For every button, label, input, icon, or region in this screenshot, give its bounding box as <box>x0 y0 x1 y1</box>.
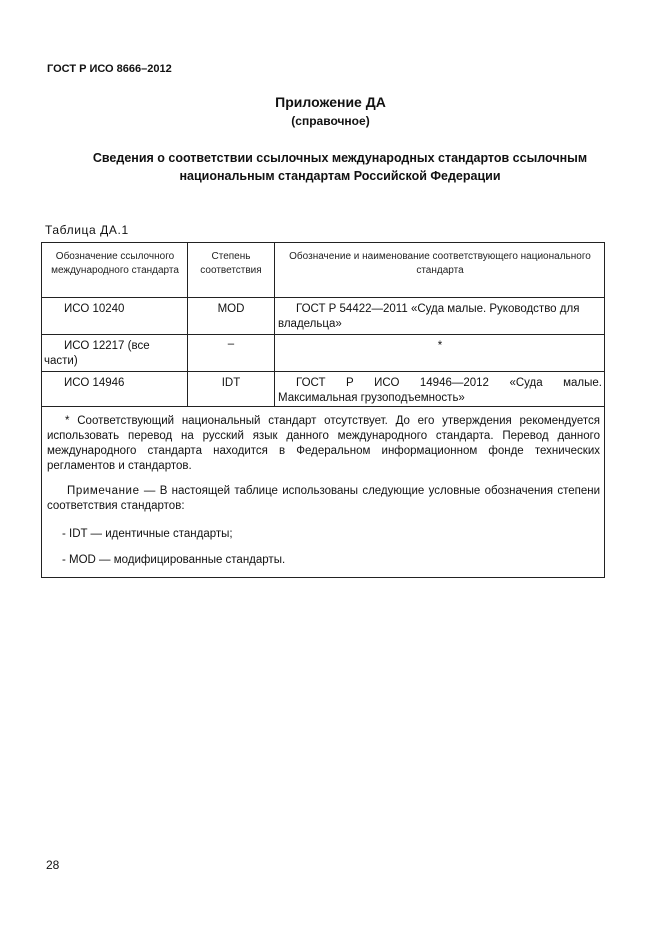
row-divider-3 <box>42 406 604 407</box>
row-divider-2 <box>42 371 604 372</box>
column-divider-1 <box>187 243 188 407</box>
row3-intl-standard: ИСО 14946 <box>64 377 125 389</box>
section-heading <box>60 149 620 185</box>
header-national-standard: Обозначение и наименование соответствующего национального стандарта <box>289 251 591 276</box>
legend-idt: - IDT — идентичные стандарты; <box>62 528 233 540</box>
column-divider-2 <box>274 243 275 407</box>
row2-intl-standard: ИСО 12217 (все части) <box>44 340 150 367</box>
table-caption: Таблица ДА.1 <box>45 223 129 237</box>
row1-national-standard: ГОСТ Р 54422—2011 «Суда малые. Руководство для владельца» <box>278 303 580 330</box>
standards-table <box>41 242 605 578</box>
row3-national-standard <box>278 376 602 406</box>
appendix-subtitle: (справочное) <box>291 114 370 128</box>
row1-intl-standard: ИСО 10240 <box>64 303 125 315</box>
note-label: Примечание <box>67 485 140 497</box>
row3-national-line-2: Максимальная грузоподъемность» <box>278 392 465 404</box>
section-heading-line-1: Сведения о соответствии ссылочных международных стандартов ссылочным <box>92 151 588 165</box>
table-note <box>47 484 600 514</box>
legend-mod: - MOD — модифицированные стандарты. <box>62 554 286 566</box>
table-footnote: * Соответствующий национальный стандарт отсутствует. До его утверждения рекомендуется использовать перевод на русский язык данного международного стандарта. Перевод данного международного стандарта находится в Федеральном информационном фонде технических регламентов и стандартов. <box>47 415 600 472</box>
row2-national-standard: * <box>437 340 443 352</box>
document-code: ГОСТ Р ИСО 8666–2012 <box>47 63 172 75</box>
page-number: 28 <box>46 858 60 872</box>
row-divider-1 <box>42 334 604 335</box>
note-text: — В настоящей таблице использованы следующие условные обозначения степени соответствия стандартов: <box>47 485 601 512</box>
row-divider-header <box>42 297 604 298</box>
row3-national-line-1: ГОСТ Р ИСО 14946—2012 «Суда малые. <box>296 377 602 389</box>
row2-degree: – <box>227 338 235 350</box>
header-intl-standard: Обозначение ссылочного международного стандарта <box>51 251 179 276</box>
header-degree: Степень соответствия <box>200 251 262 276</box>
row1-degree: MOD <box>217 303 245 315</box>
section-heading-line-2: национальным стандартам Российской Федерации <box>179 169 501 183</box>
appendix-title: Приложение ДА <box>275 94 386 110</box>
row3-degree: IDT <box>221 377 241 389</box>
